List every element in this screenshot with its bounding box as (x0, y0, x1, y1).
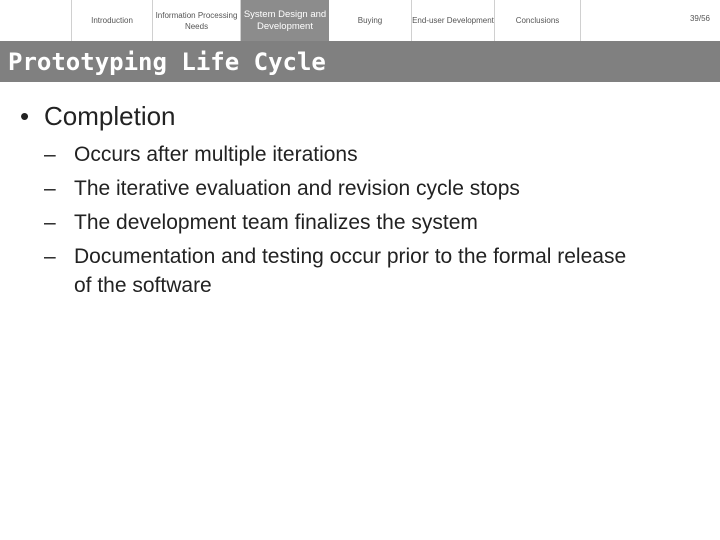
main-bullet-text: Completion (44, 101, 176, 131)
nav-tab-conclusions[interactable]: Conclusions (495, 0, 581, 41)
title-bar (0, 41, 720, 82)
sub-bullet-list (44, 140, 644, 305)
slide-content (0, 82, 720, 540)
dash-marker: – (44, 143, 56, 166)
bullet-marker: • (20, 101, 30, 131)
nav-tab-end-user-development[interactable]: End-user Development (412, 0, 495, 41)
dash-marker: – (44, 245, 56, 268)
nav-tab-buying[interactable]: Buying (329, 0, 412, 41)
sub-bullet-item (44, 208, 644, 237)
dash-marker: – (44, 211, 56, 234)
sub-bullet-text: Documentation and testing occur prior to the formal release of the software (74, 245, 627, 297)
sub-bullet-text: The iterative evaluation and revision cycle stops (74, 177, 520, 200)
sub-bullet-item (44, 140, 644, 169)
nav-tab-introduction[interactable]: Introduction (72, 0, 153, 41)
section-navbar (0, 0, 720, 41)
nav-spacer (0, 0, 72, 41)
sub-bullet-text: Occurs after multiple iterations (74, 143, 358, 166)
nav-tab-system-design-and-development[interactable]: System Design and Development (241, 0, 329, 41)
dash-marker: – (44, 177, 56, 200)
sub-bullet-text: The development team finalizes the system (74, 211, 478, 234)
sub-bullet-item (44, 174, 644, 203)
page-number: 39/56 (689, 14, 710, 23)
main-bullet (20, 100, 176, 132)
nav-tab-information-processing-needs[interactable]: Information Processing Needs (153, 0, 241, 41)
slide-title: Prototyping Life Cycle (8, 48, 326, 76)
sub-bullet-item (44, 242, 644, 300)
